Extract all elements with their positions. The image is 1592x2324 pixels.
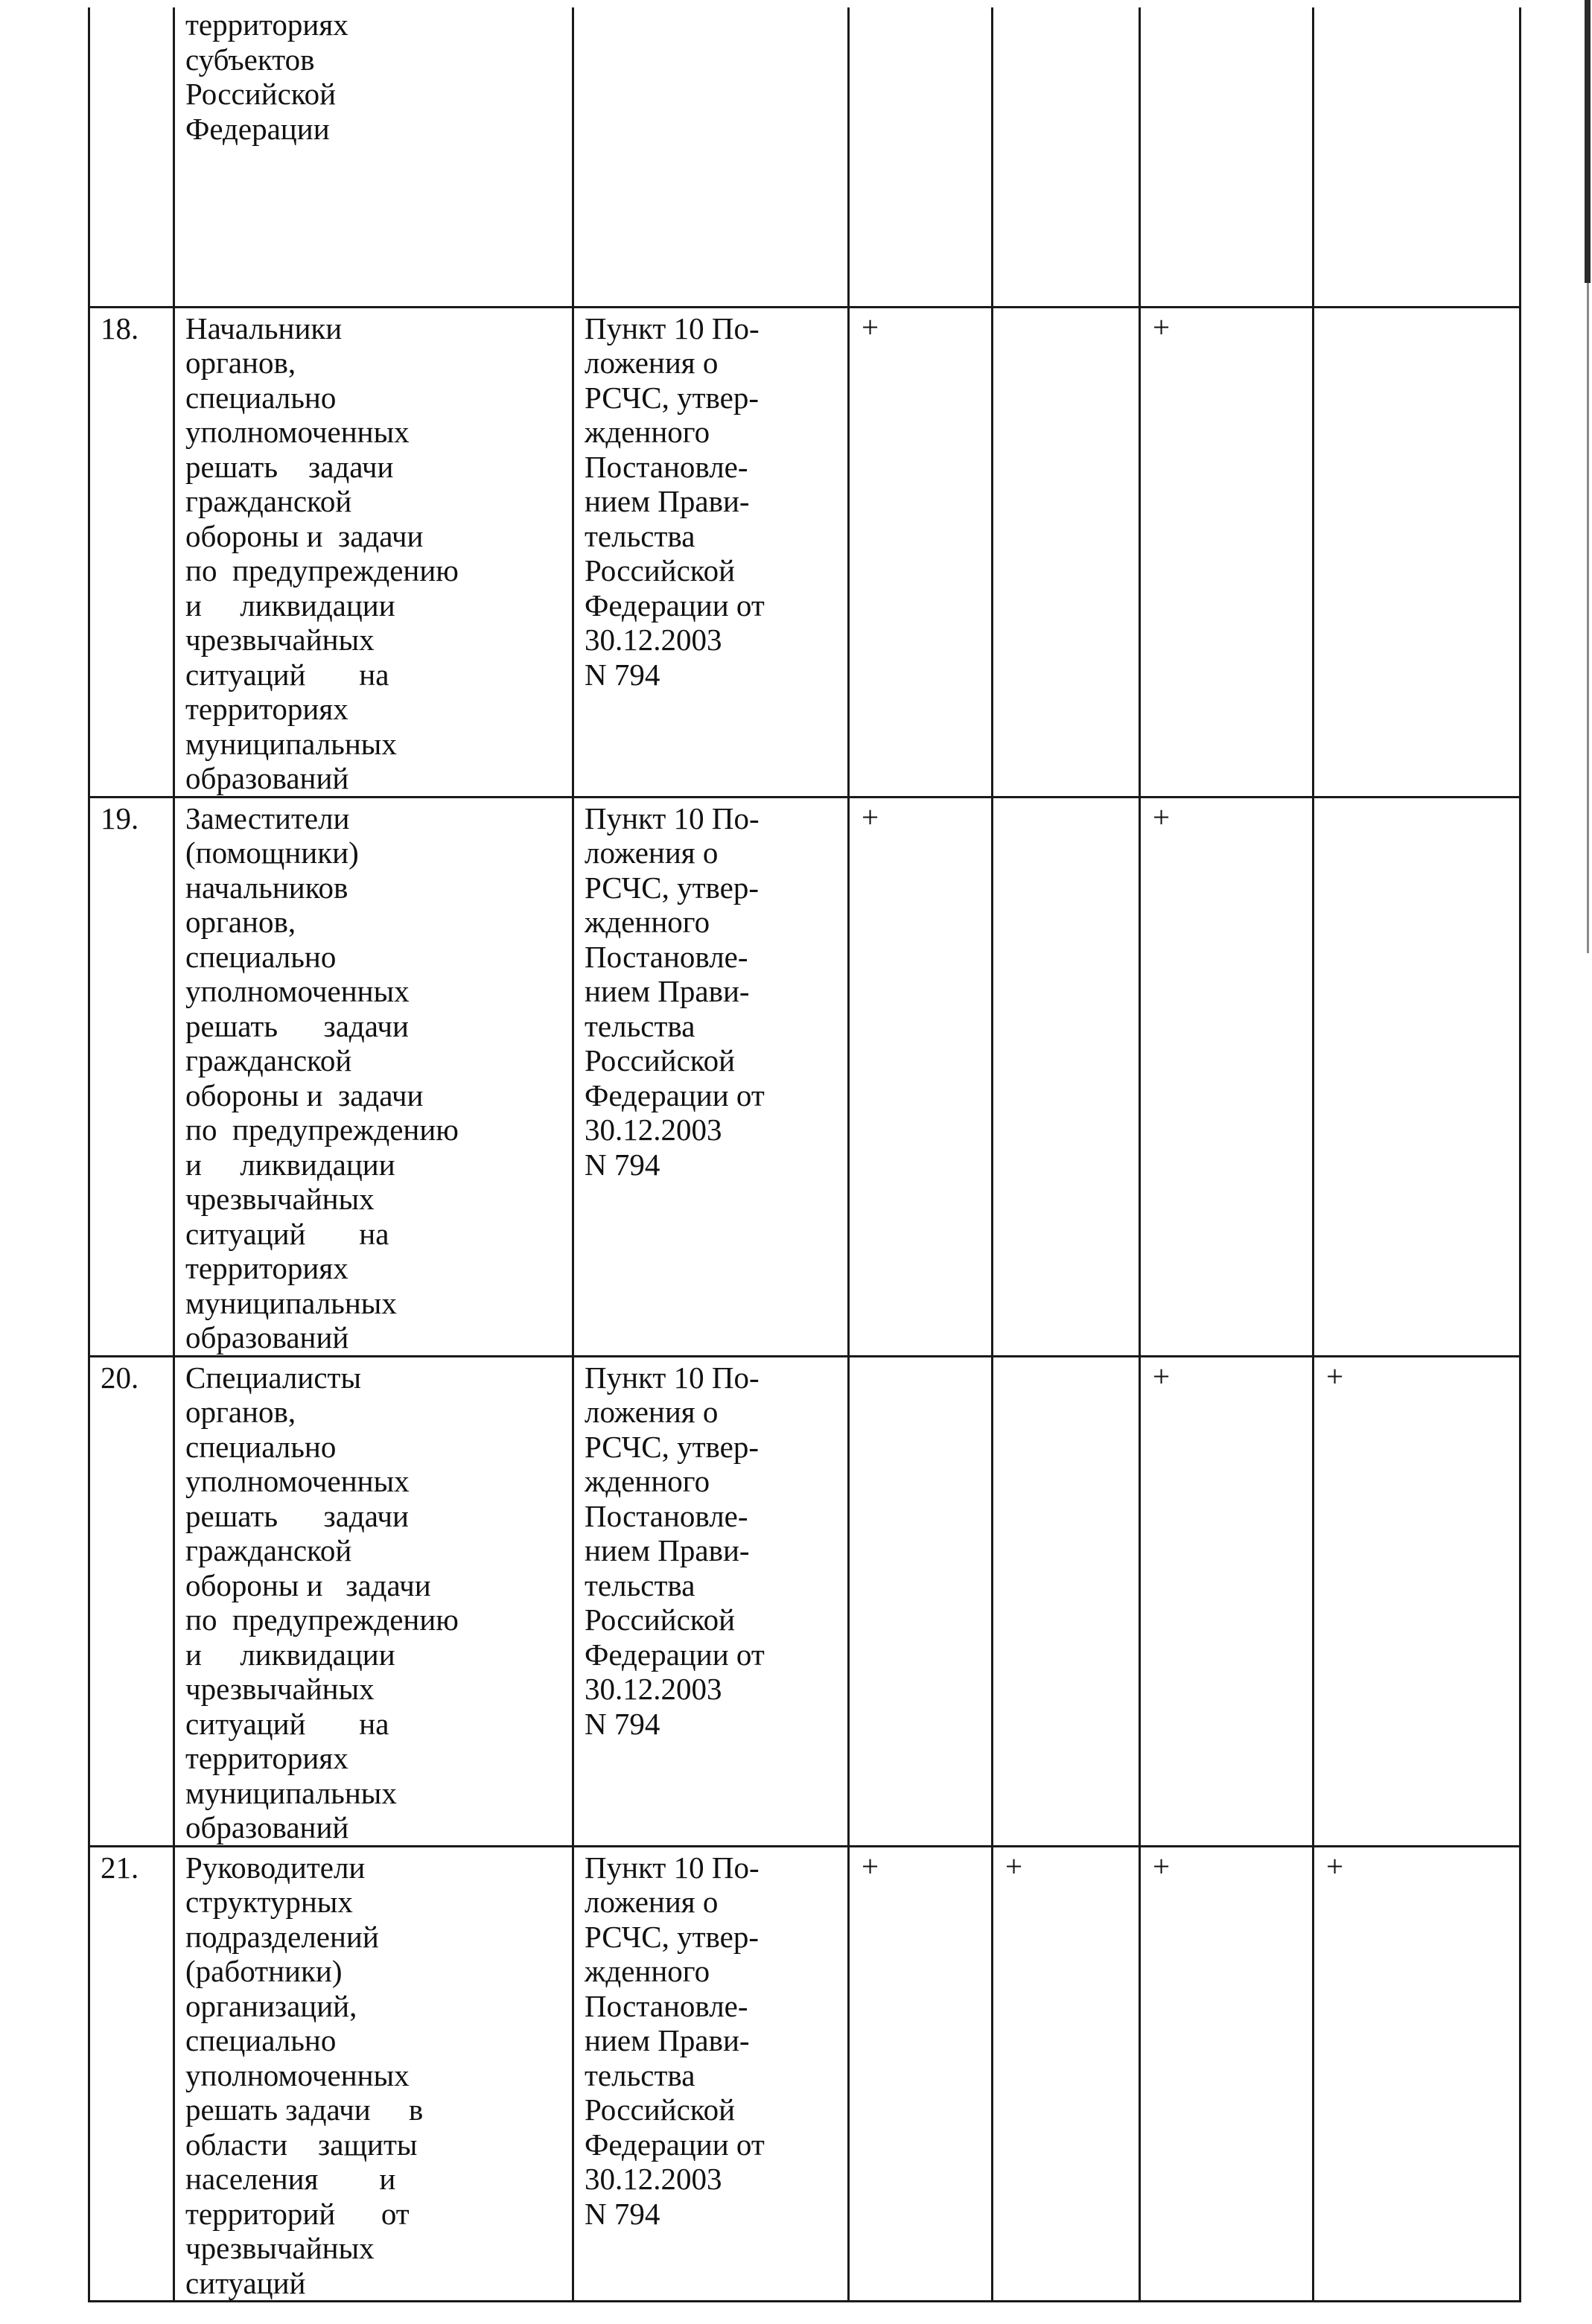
mark-cell: + [1314,1356,1521,1846]
mark-cell [849,7,993,307]
table-row [89,1356,1521,1846]
mark-cell: + [1140,1846,1314,2302]
mark-cell [1314,7,1521,307]
position-cell: Начальники органов, специально уполномоченных решать задачи гражданской обороны и задачи по предупреждению и ликвидации чрезвычайных ситуаций на территориях муниципальных образований [174,307,573,797]
scan-border-shadow-faint [1587,283,1589,953]
mark-cell [849,1356,993,1846]
mark-cell [993,7,1140,307]
mark-cell [993,1356,1140,1846]
legal-basis-cell: Пункт 10 По- ложения о РСЧС, утвер- жденного Постановле- нием Прави- тельства Российской Федерации от 30.12.2003 N 794 [573,1846,849,2302]
position-cell: Заместители (помощники) начальников органов, специально уполномоченных решать задачи гражданской обороны и задачи по предупреждению и ликвидации чрезвычайных ситуаций на территориях муниципальных образований [174,797,573,1356]
row-number: 18. [89,307,174,797]
position-cell: Руководители структурных подразделений (работники) организаций, специально уполномоченных решать задачи в области защиты населения и территорий от чрезвычайных ситуаций [174,1846,573,2302]
legal-basis-cell: Пункт 10 По- ложения о РСЧС, утвер- жденного Постановле- нием Прави- тельства Российской Федерации от 30.12.2003 N 794 [573,307,849,797]
mark-cell [1314,797,1521,1356]
mark-cell [1140,7,1314,307]
row-number [89,7,174,307]
mark-cell [1314,307,1521,797]
row-number: 20. [89,1356,174,1846]
legal-basis-cell: Пункт 10 По- ложения о РСЧС, утвер- жденного Постановле- нием Прави- тельства Российской Федерации от 30.12.2003 N 794 [573,797,849,1356]
mark-cell [993,307,1140,797]
table-row [89,1846,1521,2302]
training-table [88,7,1521,2302]
mark-cell: + [849,307,993,797]
position-cell: территориях субъектов Российской Федерации [174,7,573,307]
mark-cell: + [1140,797,1314,1356]
mark-cell: + [1314,1846,1521,2302]
legal-basis-cell [573,7,849,307]
row-number: 21. [89,1846,174,2302]
table-row [89,797,1521,1356]
mark-cell: + [993,1846,1140,2302]
position-cell: Специалисты органов, специально уполномоченных решать задачи гражданской обороны и задачи по предупреждению и ликвидации чрезвычайных ситуаций на территориях муниципальных образований [174,1356,573,1846]
mark-cell: + [849,797,993,1356]
table-row [89,7,1521,307]
row-number: 19. [89,797,174,1356]
mark-cell: + [1140,1356,1314,1846]
table-row [89,307,1521,797]
mark-cell: + [849,1846,993,2302]
mark-cell: + [1140,307,1314,797]
mark-cell [993,797,1140,1356]
scan-border-shadow [1585,0,1591,283]
legal-basis-cell: Пункт 10 По- ложения о РСЧС, утвер- жденного Постановле- нием Прави- тельства Российской Федерации от 30.12.2003 N 794 [573,1356,849,1846]
